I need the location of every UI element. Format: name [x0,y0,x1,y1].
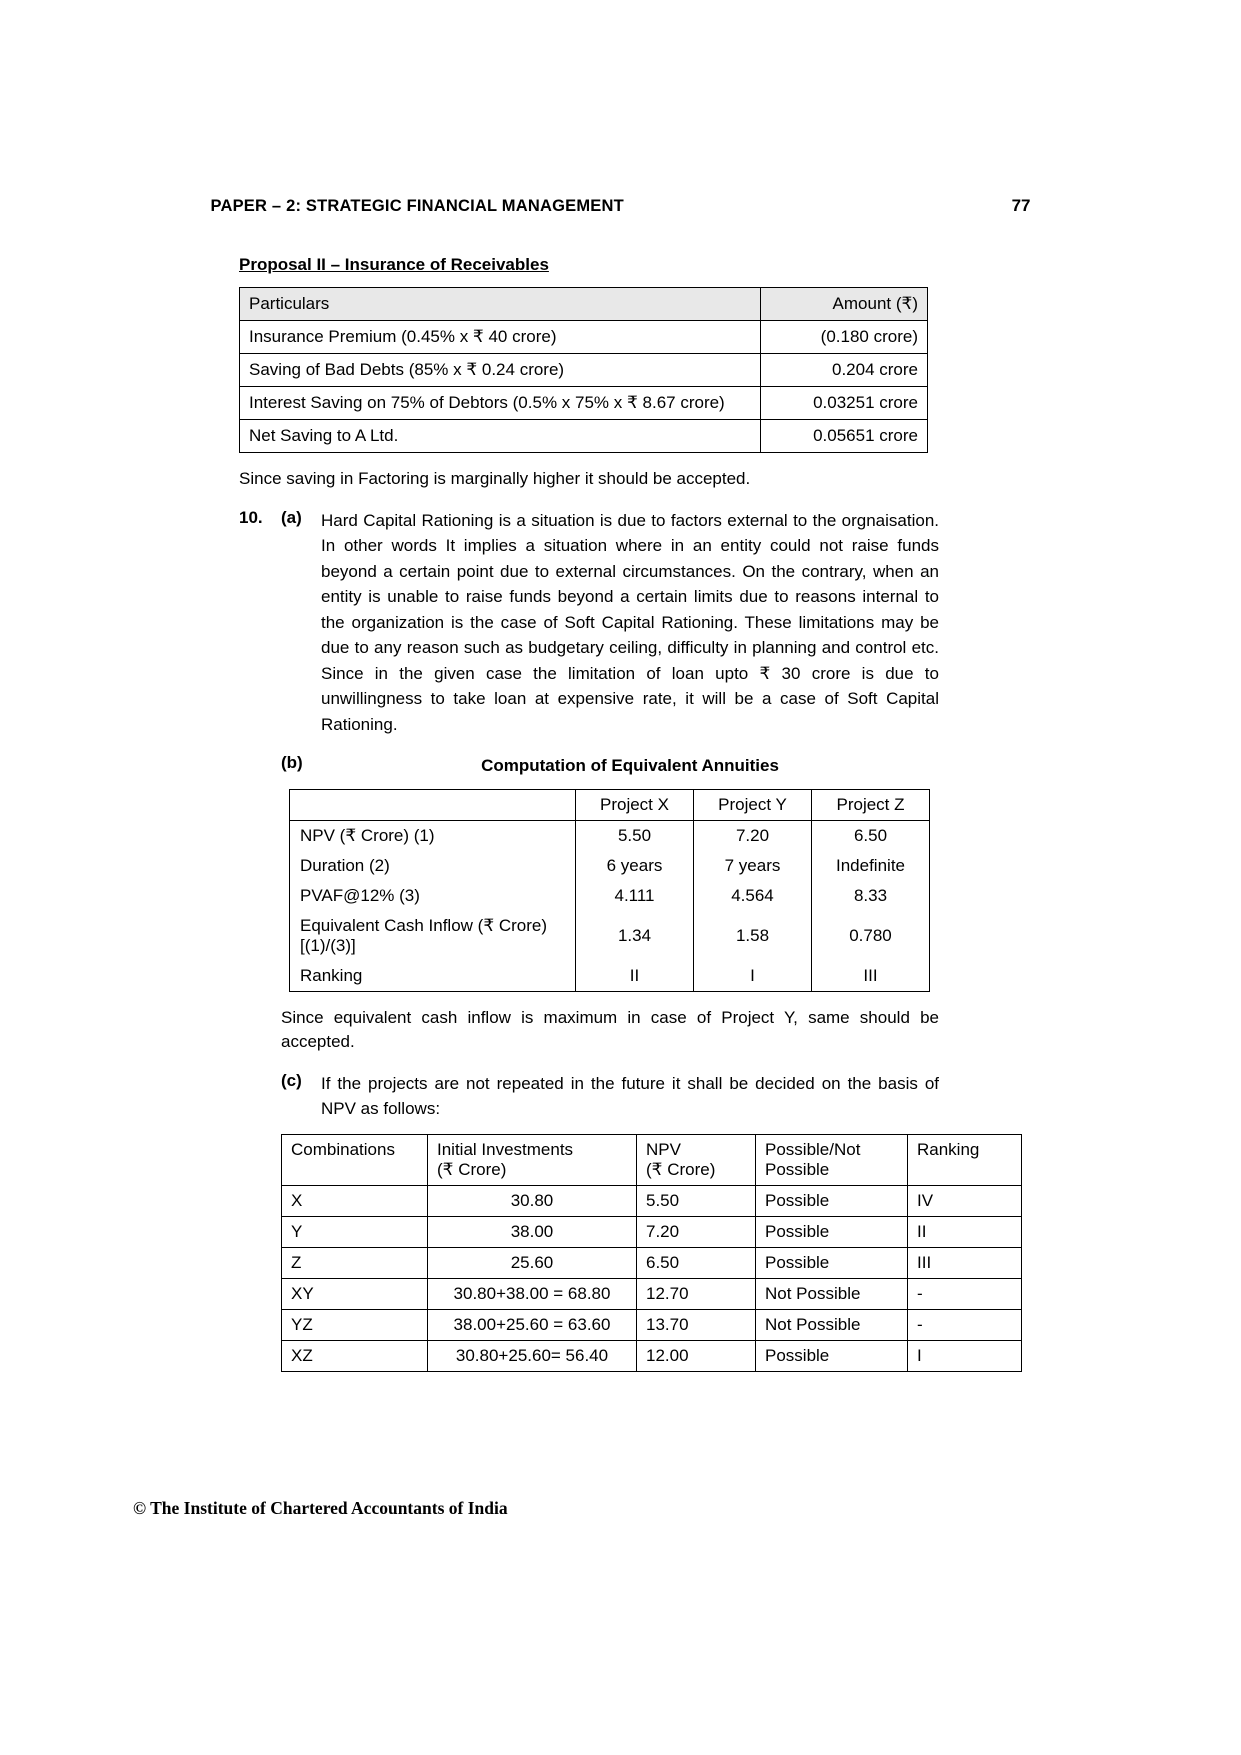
col-possible-line1: Possible/Not [765,1139,861,1159]
cell-initial-investment: 30.80+25.60= 56.40 [428,1340,637,1371]
cell-initial-investment: 30.80 [428,1185,637,1216]
spacer [239,753,281,779]
cell-possible: Not Possible [756,1309,908,1340]
table-row [290,911,930,961]
table-row [240,321,928,354]
row-label: Ranking [290,961,576,992]
proposal-table [239,287,928,453]
cell-combination: Y [282,1216,428,1247]
cell-particulars: Saving of Bad Debts (85% x ₹ 0.24 crore) [240,354,761,387]
row-label: PVAF@12% (3) [290,881,576,911]
cell-y: 1.58 [694,911,812,961]
cell-z: 6.50 [812,820,930,851]
col-combinations-line1: Combinations [291,1139,395,1159]
cell-npv: 5.50 [637,1185,756,1216]
col-npv-line2: (₹ Crore) [646,1159,716,1179]
page-header [0,196,1241,216]
row-label: Duration (2) [290,851,576,881]
cell-initial-investment: 25.60 [428,1247,637,1278]
part-a-text: Hard Capital Rationing is a situation is due to factors external to the orgnaisation. In other words It implies a situation where in an entity could not raise funds beyond a certain point due to external circumstances. On the contrary, when an entity is unable to raise funds beyond a certain limits due to reasons internal to the organization is the case of Soft Capital Rationing. These limitations may be due to any reason such as budgetary ceiling, difficulty in planning and control etc. Since in the given case the limitation of loan upto ₹ 30 crore is due to unwillingness to take loan at expensive rate, it will be a case of Soft Capital Rationing. [321,510,939,734]
cell-x: 1.34 [576,911,694,961]
cell-npv: 12.70 [637,1278,756,1309]
cell-combination: XZ [282,1340,428,1371]
cell-combination: YZ [282,1309,428,1340]
footer-copyright: © The Institute of Chartered Accountants of India [133,1498,508,1518]
cell-z: Indefinite [812,851,930,881]
header-title: PAPER – 2: STRATEGIC FINANCIAL MANAGEMENT [210,197,624,215]
cell-amount: (0.180 crore) [761,321,928,354]
col-amount: Amount (₹) [761,288,928,321]
cell-y: I [694,961,812,992]
cell-ranking: III [908,1247,1022,1278]
cell-x: 5.50 [576,820,694,851]
table-header-row [282,1134,1022,1185]
equivalent-annuities-table [289,789,930,992]
cell-x: II [576,961,694,992]
col-possible-line2: Possible [765,1159,830,1179]
table-row [282,1340,1022,1371]
table-header-row [290,789,930,820]
table-row [290,851,930,881]
cell-y: 7.20 [694,820,812,851]
cell-z: III [812,961,930,992]
part-label-c: (c) [281,1070,302,1090]
cell-possible: Possible [756,1216,908,1247]
table-row [240,387,928,420]
question-10c [239,1071,939,1122]
cell-combination: Z [282,1247,428,1278]
col-project-y: Project Y [694,789,812,820]
table-row [290,961,930,992]
proposal-heading: Proposal II – Insurance of Receivables [239,255,549,274]
table-row [282,1309,1022,1340]
col-initial-investments-line2: (₹ Crore) [437,1159,507,1179]
cell-ranking: IV [908,1185,1022,1216]
table-row [290,820,930,851]
cell-x: 6 years [576,851,694,881]
table-row [282,1216,1022,1247]
cell-npv: 7.20 [637,1216,756,1247]
col-npv-line1: NPV [646,1139,681,1159]
cell-ranking: - [908,1278,1022,1309]
col-combinations [282,1134,428,1185]
cell-z: 0.780 [812,911,930,961]
part-b-title: Computation of Equivalent Annuities [481,756,779,776]
cell-combination: XY [282,1278,428,1309]
table-row [240,354,928,387]
table-header-row [240,288,928,321]
part-c-text: If the projects are not repeated in the future it shall be decided on the basis of NPV as follows: [321,1073,939,1119]
cell-particulars: Net Saving to A Ltd. [240,420,761,453]
cell-possible: Possible [756,1185,908,1216]
col-ranking [908,1134,1022,1185]
page-content [239,255,980,1372]
col-particulars: Particulars [240,288,761,321]
cell-initial-investment: 30.80+38.00 = 68.80 [428,1278,637,1309]
question-10a [239,508,939,738]
table-row [282,1278,1022,1309]
cell-possible: Possible [756,1340,908,1371]
cell-x: 4.111 [576,881,694,911]
header-page-number: 77 [1011,196,1031,215]
combinations-table [281,1134,1022,1372]
col-project-x: Project X [576,789,694,820]
cell-npv: 12.00 [637,1340,756,1371]
spacer [239,1071,281,1122]
row-label: Equivalent Cash Inflow (₹ Crore) [(1)/(3)] [290,911,576,961]
row-label: NPV (₹ Crore) (1) [290,820,576,851]
question-10b [239,753,939,779]
part-b-note: Since equivalent cash inflow is maximum in case of Project Y, same should be accepted. [281,1007,939,1052]
col-initial-investments [428,1134,637,1185]
cell-ranking: I [908,1340,1022,1371]
part-label-a: (a) [281,507,302,527]
cell-possible: Not Possible [756,1278,908,1309]
proposal-note: Since saving in Factoring is marginally higher it should be accepted. [239,469,751,488]
col-npv [637,1134,756,1185]
col-blank [290,789,576,820]
table-row [282,1247,1022,1278]
cell-particulars: Insurance Premium (0.45% x ₹ 40 crore) [240,321,761,354]
cell-amount: 0.05651 crore [761,420,928,453]
cell-possible: Possible [756,1247,908,1278]
cell-y: 4.564 [694,881,812,911]
cell-amount: 0.204 crore [761,354,928,387]
table-row [240,420,928,453]
question-number: 10. [239,507,263,527]
cell-npv: 13.70 [637,1309,756,1340]
col-initial-investments-line1: Initial Investments [437,1139,574,1159]
cell-particulars: Interest Saving on 75% of Debtors (0.5% x 75% x ₹ 8.67 crore) [240,387,761,420]
cell-initial-investment: 38.00 [428,1216,637,1247]
part-label-b: (b) [281,753,303,773]
col-ranking-line1: Ranking [917,1139,980,1159]
cell-amount: 0.03251 crore [761,387,928,420]
cell-npv: 6.50 [637,1247,756,1278]
table-row [282,1185,1022,1216]
cell-ranking: II [908,1216,1022,1247]
table-row [290,881,930,911]
cell-y: 7 years [694,851,812,881]
cell-ranking: - [908,1309,1022,1340]
cell-combination: X [282,1185,428,1216]
col-project-z: Project Z [812,789,930,820]
cell-z: 8.33 [812,881,930,911]
col-possible [756,1134,908,1185]
cell-initial-investment: 38.00+25.60 = 63.60 [428,1309,637,1340]
